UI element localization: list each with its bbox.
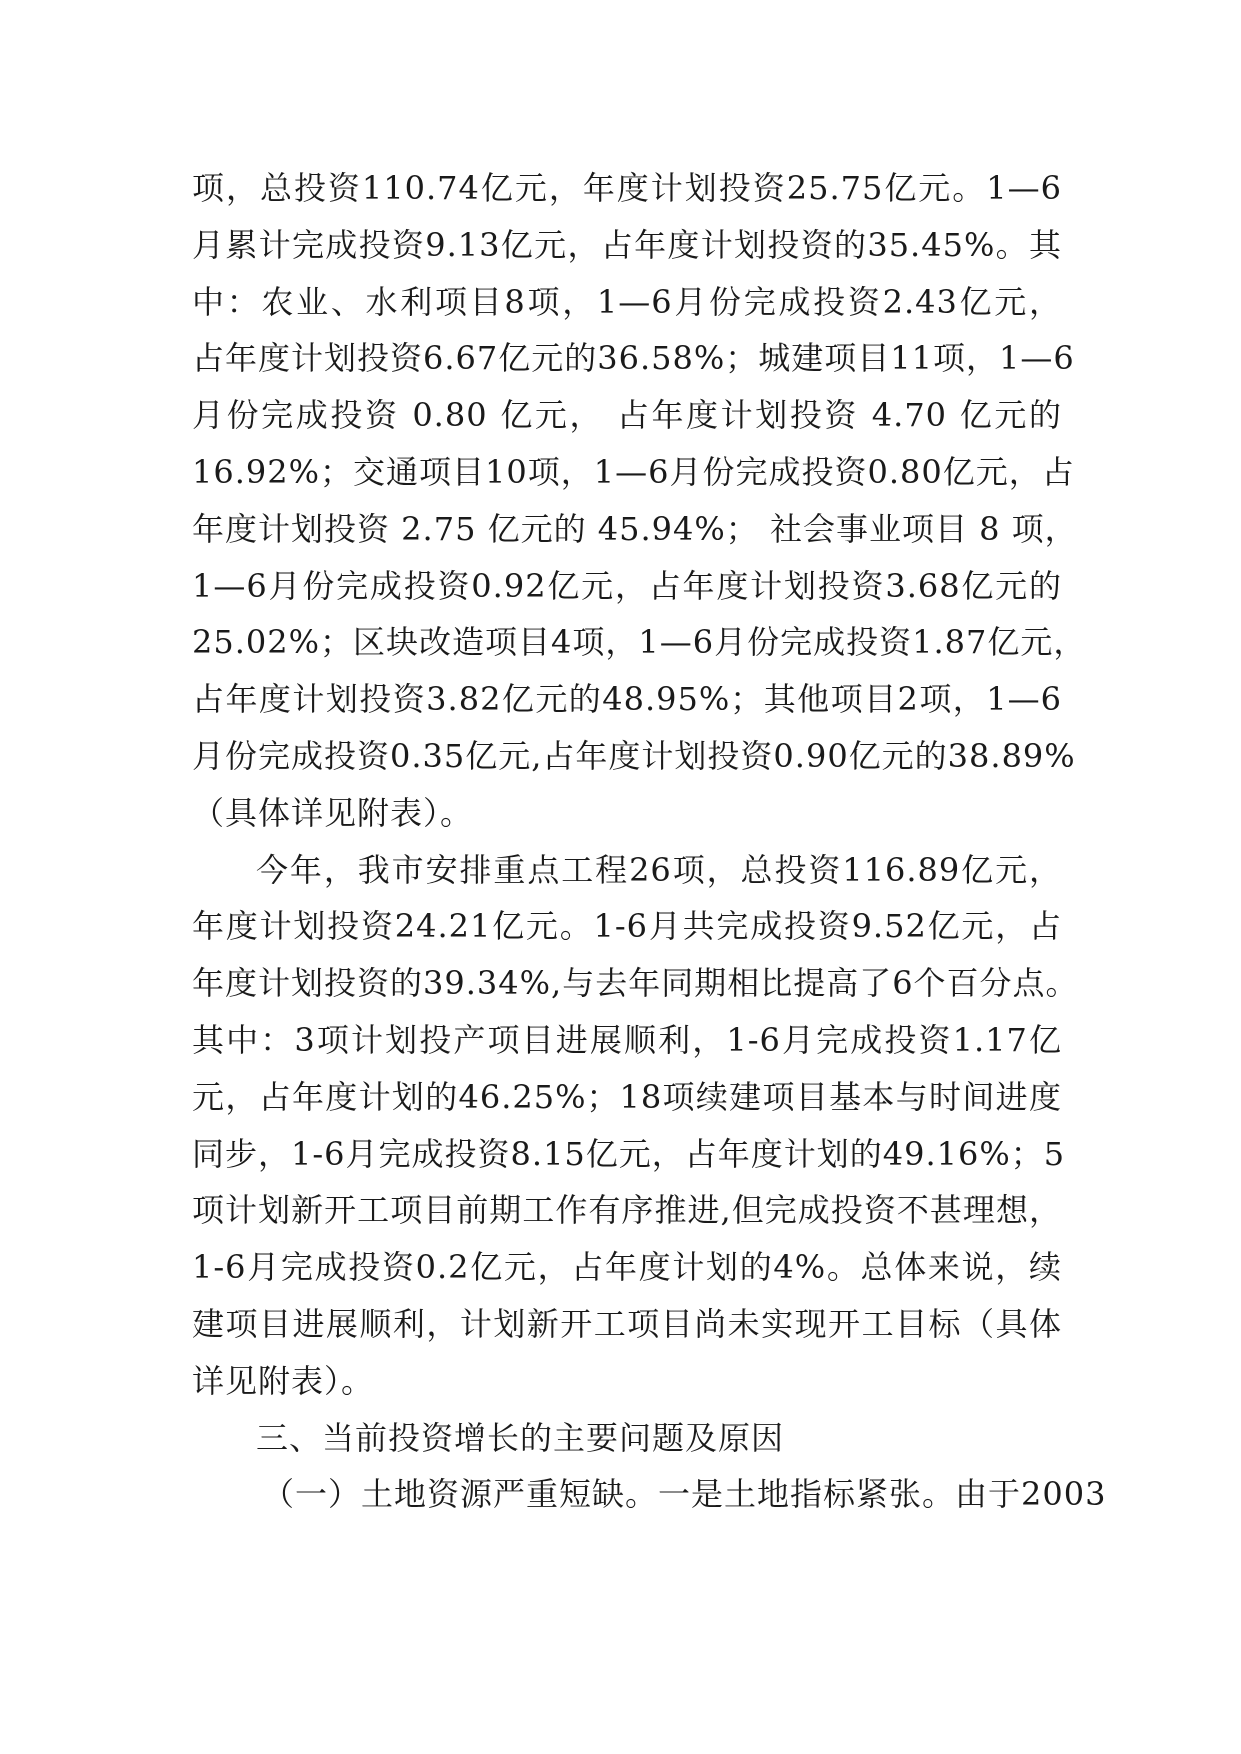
text-line: 其中：3项计划投产项目进展顺利，1-6月完成投资1.17亿 xyxy=(192,1020,1062,1059)
text-line: 25.02%；区块改造项目4项，1—6月份完成投资1.87亿元， xyxy=(192,623,1087,662)
text-line: 同步，1-6月完成投资8.15亿元，占年度计划的49.16%；5 xyxy=(192,1134,1066,1173)
text-line: 年度计划投资 2.75 亿元的 45.94%； 社会事业项目 8 项， xyxy=(192,509,1078,548)
text-line: 月份完成投资 0.80 亿元， 占年度计划投资 4.70 亿元的 xyxy=(192,396,1062,435)
text-line: 元，占年度计划的46.25%；18项续建项目基本与时间进度 xyxy=(192,1077,1062,1116)
text-line: 项计划新开工项目前期工作有序推进,但完成投资不甚理想， xyxy=(192,1191,1062,1230)
text-line: 占年度计划投资6.67亿元的36.58%；城建项目11项，1—6 xyxy=(192,339,1075,378)
text-line: 占年度计划投资3.82亿元的48.95%；其他项目2项，1—6 xyxy=(192,680,1062,719)
subsection-line: （一）土地资源严重短缺。一是土地指标紧张。由于2003 xyxy=(262,1475,1107,1514)
text-line: 16.92%；交通项目10项，1—6月份完成投资0.80亿元，占 xyxy=(192,452,1075,491)
text-line: 项，总投资110.74亿元，年度计划投资25.75亿元。1—6 xyxy=(192,169,1062,207)
text-line: 详见附表）。 xyxy=(192,1361,375,1400)
section-heading: 三、当前投资增长的主要问题及原因 xyxy=(256,1418,785,1457)
text-line: （具体详见附表）。 xyxy=(192,793,474,832)
text-line: 中：农业、水利项目8项，1—6月份完成投资2.43亿元， xyxy=(192,282,1062,321)
text-line: 1—6月份完成投资0.92亿元，占年度计划投资3.68亿元的 xyxy=(192,566,1062,605)
text-line: 建项目进展顺利，计划新开工项目尚未实现开工目标（具体 xyxy=(192,1304,1062,1343)
text-line: 月累计完成投资9.13亿元，占年度计划投资的35.45%。其 xyxy=(192,225,1062,264)
paragraph-start-line: 今年，我市安排重点工程26项，总投资116.89亿元， xyxy=(256,850,1062,889)
body-text xyxy=(192,160,1107,1523)
text-line: 年度计划投资的39.34%,与去年同期相比提高了6个百分点。 xyxy=(192,964,1079,1003)
text-line: 1-6月完成投资0.2亿元，占年度计划的4%。总体来说，续 xyxy=(192,1248,1062,1287)
text-line: 月份完成投资0.35亿元,占年度计划投资0.90亿元的38.89% xyxy=(192,736,1076,775)
text-line: 年度计划投资24.21亿元。1-6月共完成投资9.52亿元，占 xyxy=(192,907,1062,946)
